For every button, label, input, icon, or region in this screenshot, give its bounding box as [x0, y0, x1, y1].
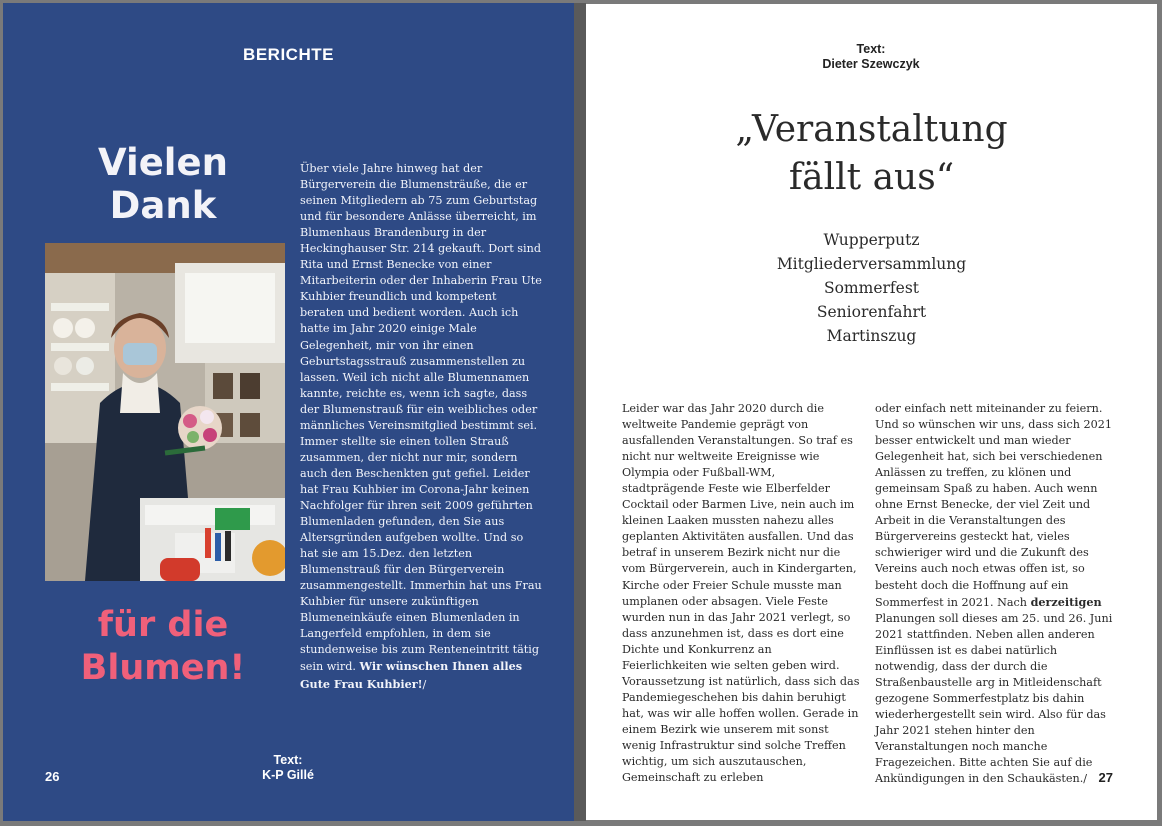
article-column-1: Leider war das Jahr 2020 durch die weltweite Pandemie geprägt von ausfallenden Veranstaltungen. So traf es nicht nur weltweite Ereignisse wie Olympia oder Fußball-WM, stadtprägende Feste wie Elberfelder Cocktail oder Barmen Live, nein auch im kleinen Laaken mussten nahezu alles geplanten Aktivitäten ausfallen. Und das betraf in unserem Bezirk nicht nur die vom Bürgerverein, auch in Kindergarten, Kirche oder Freier Schule musste man umplanen oder absagen. Viele Feste wurden nun in das Jahr 2021 verlegt, so dass anzunehmen ist, dass es dort eine Dichte und Konkurrenz an Feierlichkeiten wie selten geben wird. Voraussetzung ist natürlich, dass sich das Pandemiegeschehen bis dahin beruhigt hat, was wir alle hoffen wollen. Gerade in einem Bezirk wie unserem mit sonst wenig Infrastruktur sind solche Treffen wichtig, um sich auszutauschen, Gemeinschaft zu erleben — [622, 402, 860, 785]
title-flowers — [45, 604, 281, 690]
title-thanks-line-1: Vielen — [98, 141, 228, 184]
article-headline — [646, 106, 1097, 202]
column-2-text-a: oder einfach nett miteinander zu feiern. Und so wünschen wir uns, dass sich 2021 besser entwickelt und man wieder Gelegenheit hat, sich bei verschiedenen Anlässen zu treffen, zu klönen und gemeinsam Spaß zu haben. Auch wenn ohne Ernst Benecke, der viel Zeit und Arbeit in die Veranstaltungen des Bürgervereins gesteckt hat, vieles schwieriger wird und die Zukunft des Vereins auch noch etwas offen ist, so besteht doch die Hoffnung auf ein Sommerfest in 2021. Nach — [875, 402, 1112, 609]
event-item: Mitgliederversammlung — [776, 255, 967, 273]
left-page — [3, 3, 574, 821]
book-gutter — [574, 3, 586, 821]
article-closing-wish: Wir wünschen Ihnen alles Gute Frau Kuhbier! — [300, 659, 522, 691]
event-item: Sommerfest — [823, 279, 920, 297]
right-page — [586, 4, 1157, 820]
florist-photo — [45, 243, 285, 581]
page-number-right: 27 — [1098, 770, 1113, 785]
article-body-text: Über viele Jahre hinweg hat der Bürgerverein die Blumensträuße, die er seinen Mitgliedern ab 75 zum Geburtstag und für besondere Anlässe überreicht, im Blumenhaus Brandenburg in der Heckinghauser Str. 214 gekauft. Dort sind Rita und Ernst Benecke von einer Mitarbeiterin oder der Inhaberin Frau Ute Kuhbier freundlich und kompetent beraten und bedient worden. Auch ich hatte im Jahr 2020 einige Male Gelegenheit, mir von ihr einen Geburtstagsstrauß zusammenstellen zu lassen. Weil ich nicht alle Blumennamen kannte, reichte es, wenn ich sagte, dass der Blumenstrauß für ein weibliches oder männliches Vereinsmitglied bestimmt sei. Immer stellte sie einen tollen Strauß zusammen, der nicht nur mir, sondern auch den Beschenkten gut gefiel. Leider hat Frau Kuhbier im Corona-Jahr keinen Nachfolger für ihren seit 2009 geführten Blumenladen gefunden, den Sie aus Altersgründen aufgeben wollte. Und so hat sie am 15.Dez. den letzten Blumenstrauß für den Bürgerverein zusammengestellt. Immerhin hat uns Frau Kuhbier für unsere zukünftigen Blumeneinkäufe einen Blumenladen in Langerfeld empfohlen, in dem sie stundenweise bis zum Renteneintritt tätig sein wird. — [300, 162, 542, 674]
column-2-bold: derzeitigen — [1030, 594, 1102, 609]
headline-line-2: fällt aus“ — [788, 157, 955, 198]
article-body — [300, 161, 542, 693]
cancelled-events-list — [706, 228, 1037, 348]
title-thanks — [45, 141, 281, 227]
title-thanks-line-2: Dank — [109, 184, 217, 227]
article-end-mark: / — [422, 677, 427, 691]
author-credit-label: Text: — [273, 753, 303, 767]
article-column-2 — [875, 401, 1117, 787]
title-flowers-line-2: Blumen! — [80, 648, 246, 688]
event-item: Seniorenfahrt — [816, 303, 927, 321]
column-2-text-b: Planungen soll dieses am 25. und 26. Juni 2021 stattfinden. Neben allen anderen Einflüssen ist es dabei natürlich notwendig, dass der durch die Straßenbaustelle arg in Mitleidenschaft gezogene Sommerfestplatz bis dahin wiederhergestellt sein wird. Also für das Jahr 2021 stehen hinter den Veranstaltungen noch manche Fragezeichen. Bitte achten Sie auf die Ankündigungen in den Schaukästen./ — [875, 611, 1113, 786]
event-item: Martinszug — [826, 327, 917, 345]
section-label: BERICHTE — [243, 45, 334, 64]
author-credit-left — [223, 753, 353, 783]
author-credit-name: K-P Gillé — [262, 768, 314, 782]
title-flowers-line-1: für die — [97, 605, 229, 645]
author-credit-right — [786, 42, 956, 72]
headline-line-1: „Veranstaltung — [735, 109, 1008, 150]
page-number-left: 26 — [45, 769, 60, 784]
event-item: Wupperputz — [823, 231, 920, 249]
author-credit-label: Text: — [856, 42, 886, 56]
author-credit-name: Dieter Szewczyk — [822, 57, 920, 71]
